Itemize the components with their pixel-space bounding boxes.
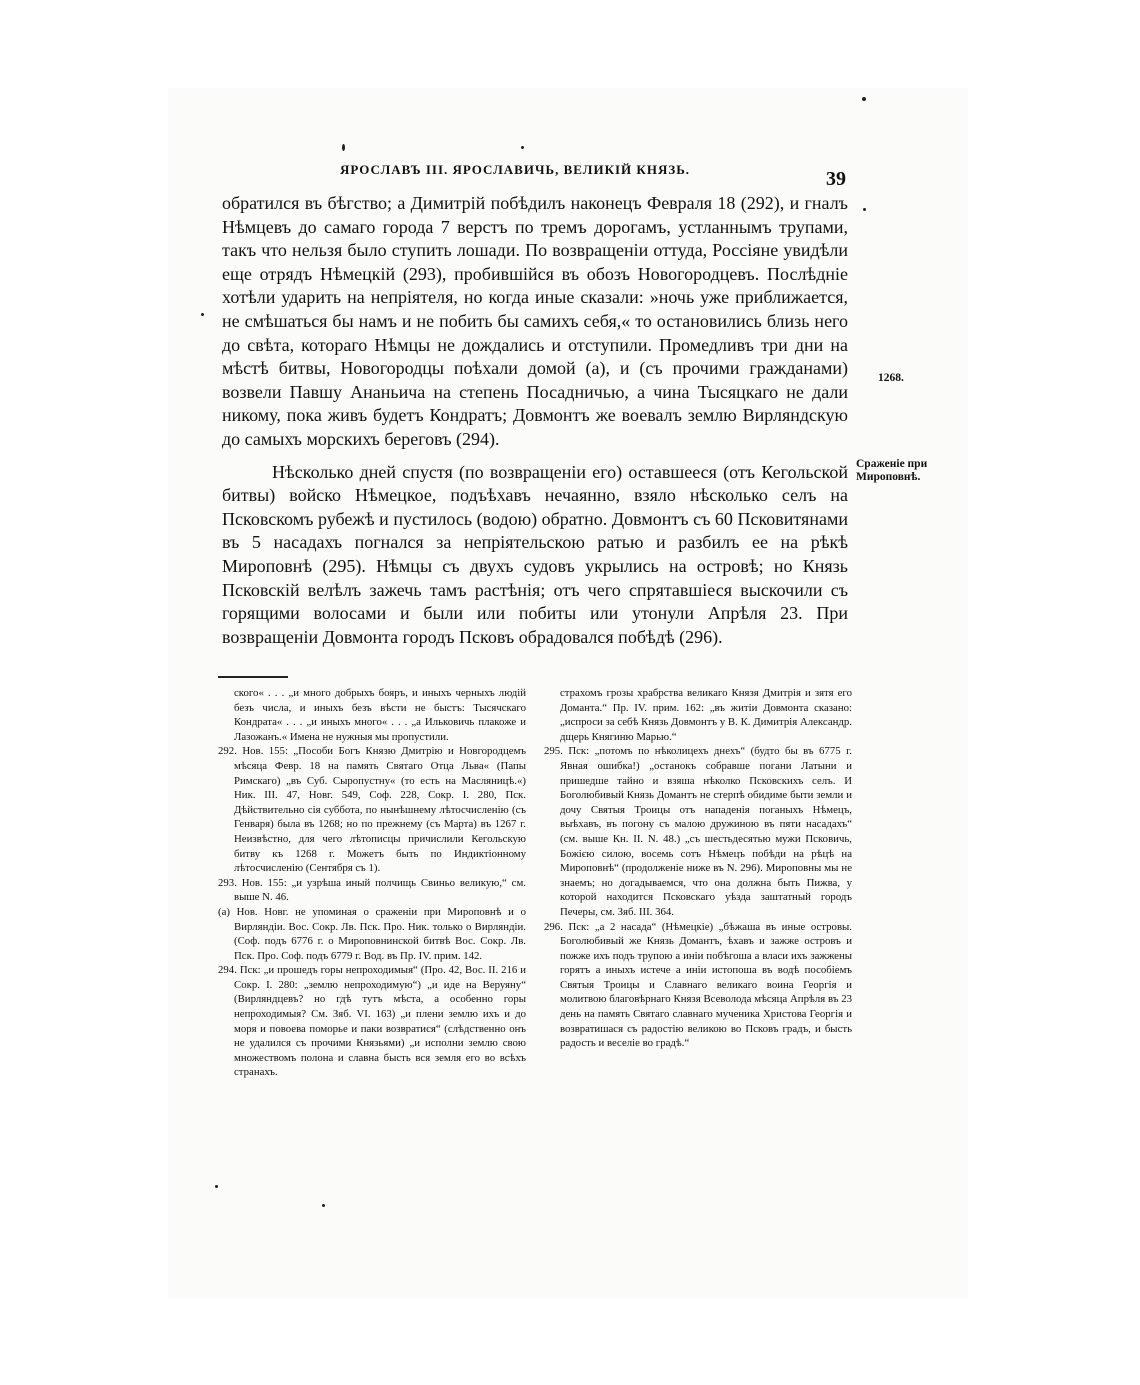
footnotes-left-column (218, 686, 526, 1080)
paragraph-2: Нѣсколько дней спустя (по возвращеніи его) оставшееся (отъ Кегольской битвы) войско Нѣмецкое, подъѣхавъ нечаянно, взяло нѣсколько селъ на Псковскомъ рубежѣ и пустилось (водою) обратно. Довмонтъ съ 60 Псковитянами въ 5 насадахъ погнался за непріятельскою ратью и разбилъ ее на рѣкѣ Мироповнѣ (295). Нѣмцы съ двухъ судовъ укрылись на островѣ; но Князь Псковскій велѣлъ зажечь тамъ растѣнія; отъ чего спрятавшіеся выскочили съ горящими волосами и были или побиты или утонули Апрѣля 23. При возвращеніи Довмонта городъ Псковъ обрадовался побѣдѣ (296). (222, 461, 848, 647)
margin-year: 1268. (878, 372, 904, 384)
footnote-292: 292. Нов. 155: „Пособи Богъ Князю Дмитрію и Новгородцемъ мѣсяца Февр. 18 на память Святаго Отца Льва« (Папы Римскаго) „въ Суб. Сыропустну« (то есть на Масляницѣ.«) Ник. III. 47, Новг. 549, Соф. 228, Сокр. I. 280, Пск. Дѣйствительно сія суббота, по нынѣшнему лѣтосчисленію (съ Генваря) была въ 1268; но по прежнему (съ Марта) въ 1267 г. Неизвѣстно, для чего лѣтописцы причислили Кегольскую битву къ 1268 г. Можетъ быть по Индиктіонному лѣтосчисленію (Сентября съ 1). (218, 745, 526, 875)
margin-note-battle: Сраженіе при Мироповнѣ. (856, 458, 928, 483)
paragraph-1: обратился въ бѣгство; а Димитрій побѣдилъ наконецъ Февраля 18 (292), и гналъ Нѣмцевъ до самаго города 7 верстъ по тремъ дорогамъ, устланнымъ трупами, такъ что нельзя было ступить лошади. По возвращеніи оттуда, Россіяне увидѣли еще отрядъ Нѣмецкій (293), пробившійся въ обозъ Новогородцевъ. Послѣдніе хотѣли ударить на непріятеля, но когда иные сказали: »ночь уже приближается, не смѣшаться бы намъ и не побить бы самихъ себя,« то остановились близь него до свѣта, котораго Нѣмцы не дождались и отступили. Промедливъ три дни на мѣстѣ битвы, Новогородцы поѣхали домой (а), и (съ прочими гражданами) возвели Павшу Ананьича на степень Посадничью, а чина Тысяцкаго не дали никому, пока живъ будетъ Кондратъ; Довмонтъ же воевалъ землю Вирляндскую до самыхъ морскихъ береговъ (294). (222, 193, 848, 449)
footnote-294: 294. Пск: „и прошедъ горы непроходимыя“ (Про. 42, Вос. II. 216 и Сокр. I. 280: „землю непроходимую“) „и иде на Веруяну“ (Вирляндцевъ? но гдѣ тутъ мѣста, а особенно горы непроходимыя? См. Зяб. VI. 163) „и плени землю ихъ и до моря и повоева поморье и паки возвратися“ (слѣдственно онъ не удалился съ прочими Князьями) „и исполни землю свою множествомъ полона и славна бысть вся земля его во всѣхъ странахъ. (218, 964, 526, 1079)
footnote-a: (а) Нов. Новг. не упоминая о сраженіи при Мироповнѣ и о Вирляндіи. Вос. Сокр. Лв. Пск. Про. Ник. только о Вирляндіи. (Соф. подъ 6776 г. о Мироповнинской битвѣ Вос. Сокр. Лв. Пск. Про. Соф. подъ 6779 г. Вод. въ Пр. IV. прим. 142. (218, 905, 526, 962)
scan-speck (215, 1185, 218, 1188)
scan-speck (521, 146, 524, 149)
scan-speck (862, 97, 866, 101)
footnotes-right-column (544, 686, 852, 1051)
footnote-continuation: страхомъ грозы храбрства великаго Князя Дмитрія и зятя его Доманта.“ Пр. IV. прим. 162: „въ житіи Довмонта сказано: „испроси за себѣ Князь Довмонтъ у В. К. Димитрія Александр. дщерь Княгиню Марью.“ (560, 687, 852, 743)
footnote-rule (218, 676, 288, 678)
scan-speck (201, 313, 204, 316)
footnote-293: 293. Нов. 155: „и узрѣша иный полчищь Свиньо великую,“ см. выше N. 46. (218, 876, 526, 904)
footnote-296: 296. Пск: „а 2 насада“ (Нѣмецкіе) „бѣжаша въ иные островы. Боголюбивый же Князь Домантъ, ѣхавъ и зажже островъ и пожже ихъ подъ трупою а иніи побѣгоша а власи ихъ зажжены горятъ а иныхъ истече а иніи истопоша въ водѣ пособіемъ Святыя Троицы и Славнаго великаго воина Георгія и молитвою благовѣрнаго Князя Всеволода мѣсяца Апрѣля въ 23 день на память Святаго славнаго мученика Христова Георгія и возвратишася съ радостію великою во Псковъ градъ, и бысть радость и веселіе во градѣ.“ (544, 920, 852, 1050)
scan-speck (342, 144, 345, 151)
main-text (222, 192, 848, 649)
footnote-continuation: ского« . . . „и много добрыхъ бояръ, и иныхъ черныхъ людій безъ числа, и иныхъ безъ вѣсти не быстъ: Тысячскаго Кондрата« . . . „и иныхъ много« . . . „а Ильковичь плакоже и Лазожанъ.« Имена не нужныя мы пропустили. (234, 687, 526, 743)
running-title: ЯРОСЛАВЪ III. ЯРОСЛАВИЧЬ, ВЕЛИКІЙ КНЯЗЬ. (340, 162, 691, 177)
page-number: 39 (826, 168, 846, 190)
scan-speck (863, 208, 866, 211)
scan-speck (322, 1204, 325, 1207)
footnote-295: 295. Пск: „потомъ по нѣколицехъ днехъ“ (будто бы въ 6775 г. Явная ошибка!) „останокъ собравше погани Латыни и пришедше тайно и взяша нѣколко Псковскихъ селъ. И Боголюбивый Князь Домантъ не стерпѣ обидиме быти земли и дочу Святыя Троицы отъ нападенія поганыхъ Нѣмецъ, выѣхавъ, въ погону съ малою дружиною въ пяти насадахъ“ (см. выше Кн. II. N. 48.) „съ шестьдесятью мужи Псковичь, Божією силою, восемь сотъ Нѣмецъ побѣди на рѣцѣ на Мироповнѣ“ (продолженіе ниже въ N. 296). Мироповны мы не знаемъ; но догадываемся, что она должна быть Пижва, у которой находится Псковскаго уѣзда заштатный городъ Печеры, см. Зяб. III. 364. (544, 745, 852, 918)
